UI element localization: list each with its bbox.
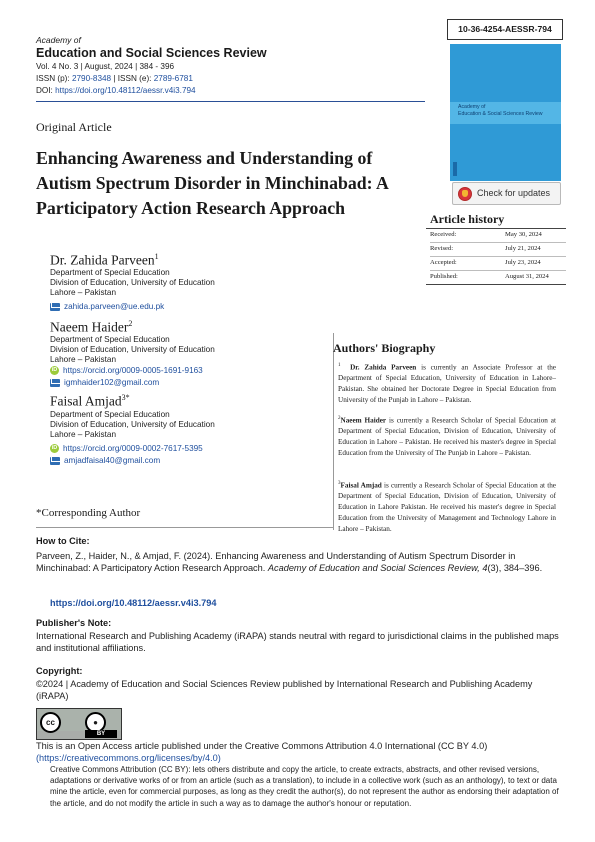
history-value: May 30, 2024 bbox=[505, 231, 542, 238]
by-label: BY bbox=[85, 730, 117, 738]
orcid-icon: iD bbox=[51, 367, 58, 373]
bio-sup: 3 bbox=[338, 481, 341, 486]
bio-text: is currently an Associate Professor at the Department of Special Education, University of Education in Lahore– Pakistan. She obtained her Doctorate Degree in Special Education from University of the Punjab in Lahore – Pakistan. bbox=[338, 363, 556, 405]
author-sup: 2 bbox=[128, 319, 133, 328]
affiliation-line: Lahore – Pakistan bbox=[50, 430, 116, 439]
author-email[interactable] bbox=[50, 302, 164, 311]
history-row-published bbox=[430, 271, 566, 284]
history-key: Accepted: bbox=[430, 259, 457, 266]
author-affiliation bbox=[50, 410, 215, 440]
cover-title: Academy of Education & Social Sciences Review bbox=[458, 104, 543, 117]
check-for-updates-label: Check for updates bbox=[477, 188, 551, 198]
bio-item bbox=[338, 478, 556, 535]
bio-name: Naeem Haider bbox=[340, 416, 387, 425]
history-row-accepted bbox=[430, 257, 566, 271]
orcid-link[interactable]: https://orcid.org/0009-0005-1691-9163 bbox=[63, 366, 203, 375]
copyright-text: ©2024 | Academy of Education and Social Sciences Review published by International Research and Publishing Academy (iRAPA) bbox=[36, 679, 533, 701]
email-link[interactable]: zahida.parveen@ue.edu.pk bbox=[64, 302, 165, 311]
attribution-person-icon: ● bbox=[85, 712, 106, 733]
history-key: Published: bbox=[430, 273, 458, 280]
author-sup: 3* bbox=[121, 393, 130, 402]
bio-sup: 2 bbox=[338, 416, 341, 421]
history-row-received bbox=[430, 229, 566, 243]
citation-journal: Academy of Education and Social Sciences Review, 4 bbox=[267, 563, 488, 573]
article-type: Original Article bbox=[36, 120, 112, 134]
publisher-note-text: International Research and Publishing Academy (iRAPA) stands neutral with regard to jurisdictional claims in the published maps and institutional affiliations. bbox=[36, 631, 559, 653]
bio-title: Authors' Biography bbox=[333, 341, 436, 355]
journal-volume: Vol. 4 No. 3 | August, 2024 | 384 - 396 bbox=[36, 62, 175, 71]
cc-license-link[interactable]: (https://creativecommons.org/licenses/by/4.0) bbox=[36, 753, 221, 763]
author-name bbox=[50, 252, 159, 269]
affiliation-line: Division of Education, University of Education bbox=[50, 420, 215, 429]
header-rule bbox=[36, 101, 425, 102]
history-value: July 23, 2024 bbox=[505, 259, 541, 266]
author-name bbox=[50, 319, 132, 336]
citation-doi-link[interactable]: https://doi.org/10.48112/aessr.v4i3.794 bbox=[50, 598, 217, 608]
journal-name: Education and Social Sciences Review bbox=[36, 46, 267, 60]
author-affiliation bbox=[50, 335, 215, 365]
article-title: Enhancing Awareness and Understanding of Autism Spectrum Disorder in Minchinabad: A Participatory Action Research Approach bbox=[36, 148, 388, 218]
affiliation-line: Division of Education, University of Education bbox=[50, 345, 215, 354]
journal-issn bbox=[36, 74, 193, 83]
article-code: 10-36-4254-AESSR-794 bbox=[447, 19, 563, 40]
journal-doi bbox=[36, 86, 196, 95]
author-name-text: Faisal Amjad bbox=[50, 393, 122, 409]
email-link[interactable]: igmhaider102@gmail.com bbox=[64, 378, 160, 387]
history-value: July 21, 2024 bbox=[505, 245, 541, 252]
citation-text bbox=[36, 550, 562, 574]
history-value: August 31, 2024 bbox=[505, 273, 549, 280]
author-name bbox=[50, 393, 130, 410]
author-orcid[interactable] bbox=[50, 366, 203, 375]
bio-text: is currently a Research Scholar of Special Education at Department of Special Education, Division of Education, University of Education in Lahore – Pakistan. He received his master's degree in Special Education from the University of The Punjab in Lahore – Pakistan. bbox=[338, 416, 556, 458]
bio-text: is currently a Research Scholar of Special Education at the Department of Special Education, Division of Education, University of Education in Lahore Pakistan. He received his master's degree in Special Education from the University of Management and Technology Lahore in Lahore – Pakistan. bbox=[338, 481, 556, 534]
affiliation-line: Department of Special Education bbox=[50, 410, 170, 419]
how-to-cite-heading: How to Cite: bbox=[36, 536, 90, 546]
citation-text-b: (3), 384–396. bbox=[487, 563, 543, 573]
orcid-link[interactable]: https://orcid.org/0009-0002-7617-5395 bbox=[63, 444, 203, 453]
article-history-rule-bottom bbox=[426, 284, 566, 285]
doi-label: DOI: bbox=[36, 86, 56, 95]
affiliation-line: Division of Education, University of Education bbox=[50, 278, 215, 287]
author-orcid[interactable] bbox=[50, 444, 203, 453]
article-history-title: Article history bbox=[430, 212, 505, 226]
publisher-note-heading: Publisher's Note: bbox=[36, 618, 112, 628]
check-for-updates-button[interactable] bbox=[452, 182, 561, 205]
license-details: Creative Commons Attribution (CC BY): lets others distribute and copy the article, to create extracts, abstracts, and other revised versions, adaptations or derivative works of or from an article (such as a translation), to include in a collective work (such as an anthology), to text or data mine the article, even for commercial purposes, as long as they credit the author(s), do not represent the author as endorsing their adaptation of the article, and do not modify the article in such a way as to damage the author's honour or reputation. bbox=[50, 765, 559, 808]
author-name-text: Dr. Zahida Parveen bbox=[50, 252, 155, 268]
journal-cover-image bbox=[450, 44, 561, 181]
cc-icon: cc bbox=[40, 712, 61, 733]
author-sup: 1 bbox=[154, 252, 159, 261]
affiliation-line: Lahore – Pakistan bbox=[50, 288, 116, 297]
email-link[interactable]: amjadfaisal40@gmail.com bbox=[64, 456, 161, 465]
corresponding-rule bbox=[36, 527, 333, 528]
email-icon bbox=[50, 457, 60, 465]
bio-name: Faisal Amjad bbox=[340, 481, 382, 490]
issn-e-link[interactable]: 2789-6781 bbox=[153, 74, 193, 83]
author-email[interactable] bbox=[50, 378, 159, 387]
author-affiliation bbox=[50, 268, 215, 298]
cc-by-license-badge[interactable] bbox=[36, 708, 122, 740]
author-email[interactable] bbox=[50, 456, 160, 465]
issn-p-link[interactable]: 2790-8348 bbox=[71, 74, 112, 83]
affiliation-line: Department of Special Education bbox=[50, 335, 170, 344]
open-access-statement: This is an Open Access article published under the Creative Commons Attribution 4.0 International (CC BY 4.0) bbox=[36, 741, 488, 751]
crossmark-icon bbox=[458, 187, 472, 201]
email-icon bbox=[50, 303, 60, 311]
history-row-revised bbox=[430, 243, 566, 257]
bio-item bbox=[338, 360, 556, 406]
bio-sup: 1 bbox=[338, 363, 341, 368]
open-access-text bbox=[36, 740, 562, 764]
copyright-heading: Copyright: bbox=[36, 666, 83, 676]
journal-small-name: Academy of bbox=[36, 35, 81, 45]
doi-link[interactable]: https://doi.org/10.48112/aessr.v4i3.794 bbox=[55, 86, 196, 95]
affiliation-line: Lahore – Pakistan bbox=[50, 355, 116, 364]
issn-separator: | ISSN (e): bbox=[111, 74, 154, 83]
issn-p-label: ISSN (p): bbox=[36, 74, 72, 83]
author-name-text: Naeem Haider bbox=[50, 319, 129, 335]
email-icon bbox=[50, 379, 60, 387]
affiliation-line: Department of Special Education bbox=[50, 268, 170, 277]
history-key: Received: bbox=[430, 231, 457, 238]
bio-divider bbox=[333, 333, 334, 530]
history-key: Revised: bbox=[430, 245, 454, 252]
corresponding-author-note: *Corresponding Author bbox=[36, 507, 141, 519]
bio-item bbox=[338, 413, 556, 459]
citation-text-a: Parveen, Z., Haider, N., & Amjad, F. (2024). Enhancing Awareness and Understanding of Autism Spectrum Disorder in Minchinabad: A Participatory Action Research Approach. bbox=[36, 551, 516, 573]
bio-name: Dr. Zahida Parveen bbox=[350, 363, 417, 372]
cover-mark bbox=[453, 162, 457, 176]
orcid-icon: iD bbox=[51, 445, 58, 451]
